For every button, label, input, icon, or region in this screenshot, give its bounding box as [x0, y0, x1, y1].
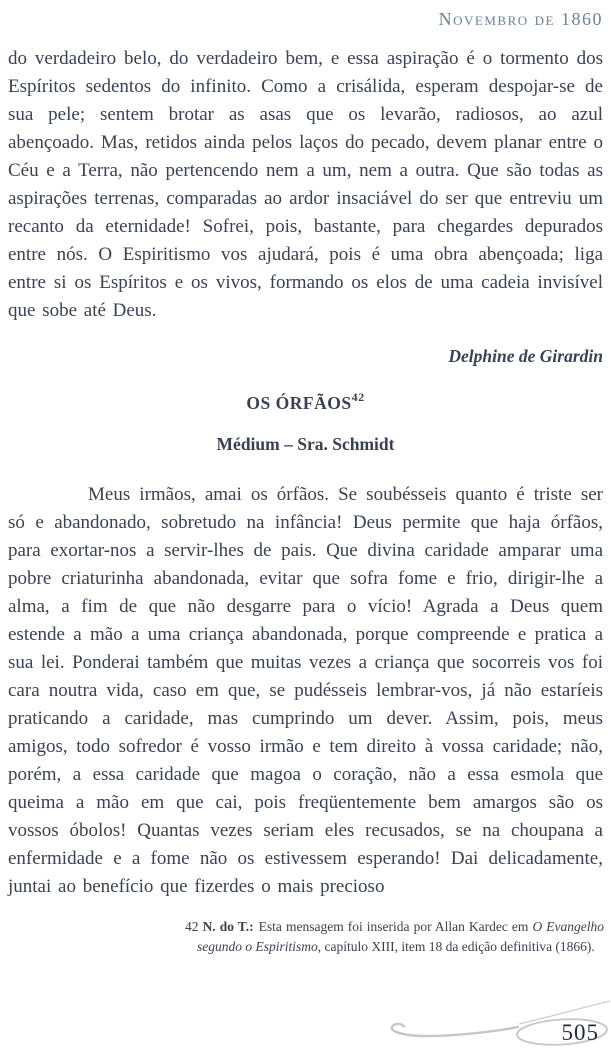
footnote-label: N. do T.: [202, 919, 254, 934]
message-attribution: Delphine de Girardin [448, 346, 603, 366]
footnote-book-title: O Evangelho segundo o Espiritismo [197, 919, 604, 954]
paragraph-body: Meus irmãos, amai os órfãos. Se soubésseis quanto é triste ser só e abandonado, sobretudo na infância! Deus permite que haja órfãos, para exortar-nos a servir-lhes de pais. Que divina caridade amparar uma pobre criaturinha abandonada, evitar que sofra fome e frio, dirigir-lhe a alma, a fim de que não desgarre para o vício! Agrada a Deus quem estende a mão a uma criança abandonada, porque compreende e pratica a sua lei. Ponderai também que muitas vezes a criança que socorreis vos foi cara noutra vida, caso em que, se pudésseis lembrar-vos, já não estaríeis praticando a caridade, mas cumprindo um dever. Assim, pois, meus amigos, todo sofredor é vosso irmão e tem direito à vossa caridade; não, porém, a essa caridade que magoa o coração, não a essa esmola que queima a mão em que cai, pois freqüentemente bem amargos são os vossos óbolos! Quantas vezes seriam eles recusados, se na choupana a enfermidade e a fome não os estivessem esperando! Dai delicadamente, juntai ao benefício que fizerdes o mais precioso [8, 484, 603, 897]
footnote-text-before-title: Esta mensagem foi inserida por Allan Kardec em [258, 919, 533, 934]
paragraph-continuation: do verdadeiro belo, do verdadeiro bem, e essa aspiração é o tormento dos Espíritos sedentos do infinito. Como a crisálida, esperam despojar-se de sua pele; sentem brotar as asas que os levarão, radiosos, ao azul abençoado. Mas, retidos ainda pelos laços do pecado, devem planar entre o Céu e a Terra, não pertencendo nem a um, nem a outra. Que são todas as aspirações terrenas, comparadas ao ardor insaciável do ser que entreviu um recanto da eternidade! Sofrei, pois, bastante, para chegardes depurados entre nós. O Espiritismo vos ajudará, pois é uma obra abençoada; liga entre si os Espíritos e os vivos, formando os elos de uma cadeia invisível que sobe até Deus. [8, 48, 603, 321]
section-title-text: OS ÓRFÃOS [246, 393, 352, 413]
running-header: Novembro de 1860 [438, 9, 603, 29]
medium-subtitle: Médium – Sra. Schmidt [216, 434, 395, 454]
translator-footnote [185, 917, 604, 956]
page-footer [371, 997, 611, 1053]
footnote-text-after-title: , capítulo XIII, item 18 da edição definitiva (1866). [317, 938, 595, 954]
section-title [8, 390, 603, 414]
footnote-reference-superscript: 42 [351, 390, 365, 404]
footnote-number: 42 [185, 919, 199, 934]
page-number: 505 [561, 1020, 599, 1045]
